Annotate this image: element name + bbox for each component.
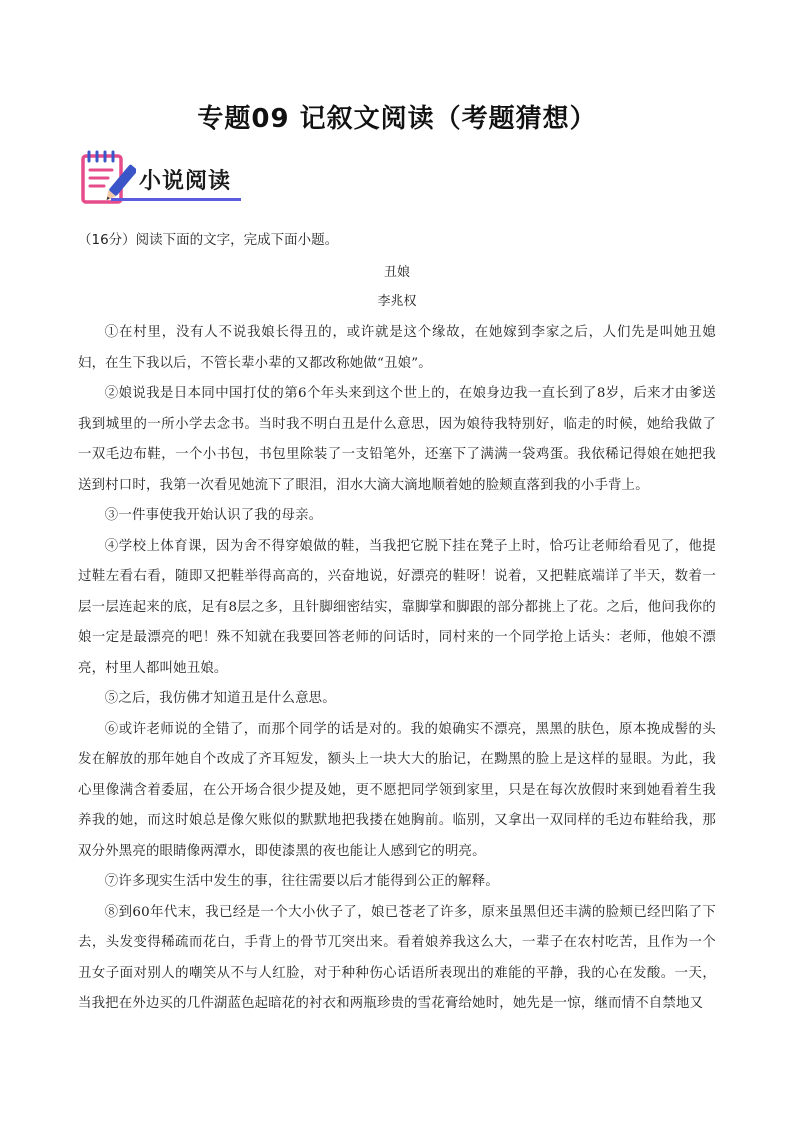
paragraph-7: ⑦许多现实生活中发生的事，往往需要以后才能得到公正的解释。 [104, 874, 499, 889]
paragraph-3: ③一件事使我开始认识了我的母亲。 [104, 508, 323, 523]
page-title: 专题09 记叙文阅读（考题猜想） [197, 104, 597, 134]
story-title: 丑娘 [383, 265, 410, 280]
section-badge [78, 150, 248, 208]
paragraph-1: ①在村里，没有人不说我娘长得丑的，或许就是这个缘故，在她嫁到李家之后，人们先是叫她丑媳妇，在生下我以后，不管长辈小辈的又都改称她做“丑娘”。 [78, 325, 716, 371]
paragraph-6: ⑥或许老师说的全错了，而那个同学的话是对的。我的娘确实不漂亮，黑黑的肤色，原本挽成髻的头发在解放的那年她自个改成了齐耳短发，额头上一块大大的胎记，在黝黑的脸上是这样的显眼。为此，我心里像满含着委屈，在公开场合很少提及她，更不愿把同学领到家里，只是在每次放假时来到她看着生我养我的她，而这时娘总是像欠账似的默默地把我搂在她胸前。临别，又拿出一双同样的毛边布鞋给我，那双分外黑亮的眼睛像两潭水，即使漆黑的夜也能让人感到它的明亮。 [78, 721, 716, 859]
paragraph-5: ⑤之后，我仿佛才知道丑是什么意思。 [104, 691, 336, 706]
paragraph-4: ④学校上体育课，因为舍不得穿娘做的鞋，当我把它脱下挂在凳子上时，恰巧让老师给看见了，他提过鞋左看右看，随即又把鞋举得高高的，兴奋地说，好漂亮的鞋呀！说着，又把鞋底端详了半天，数着一层一层连起来的底，足有8层之多，且针脚细密结实，靠脚掌和脚跟的部分都挑上了花。之后，他问我你的娘一定是最漂亮的吧！殊不知就在我要回答老师的问话时，同村来的一个同学抢上话头：老师，他娘不漂亮，村里人都叫她丑娘。 [78, 538, 716, 676]
paragraph-2: ②娘说我是日本同中国打仗的第6个年头来到这个世上的，在娘身边我一直长到了8岁，后来才由爹送我到城里的一所小学去念书。当时我不明白丑是什么意思，因为娘待我特别好，临走的时候，她给我做了一双毛边布鞋，一个小书包，书包里除装了一支铅笔外，还塞下了满满一袋鸡蛋。我依稀记得娘在她把我送到村口时，我第一次看见她流下了眼泪，泪水大滴大滴地顺着她的脸颊直落到我的小手背上。 [78, 386, 716, 493]
paragraph-8: ⑧到60年代末，我已经是一个大小伙子了，娘已苍老了许多，原来虽黑但还丰满的脸颊已经凹陷了下去，头发变得稀疏而花白，手背上的骨节兀突出来。看着娘养我这么大，一辈子在农村吃苦，且作为一个丑女子面对别人的嘲笑从不与人红脸，对于种种伤心话语所表现出的难能的平静，我的心在发酸。一天，当我把在外边买的几件湖蓝色起暗花的衬衣和两瓶珍贵的雪花膏给她时，她先是一惊，继而情不自禁地又 [78, 904, 716, 1011]
story-author: 李兆权 [377, 294, 417, 309]
section-label: 小说阅读 [111, 166, 241, 201]
story-body [78, 318, 716, 1020]
instruction-text: （16分）阅读下面的文字，完成下面小题。 [78, 232, 339, 248]
